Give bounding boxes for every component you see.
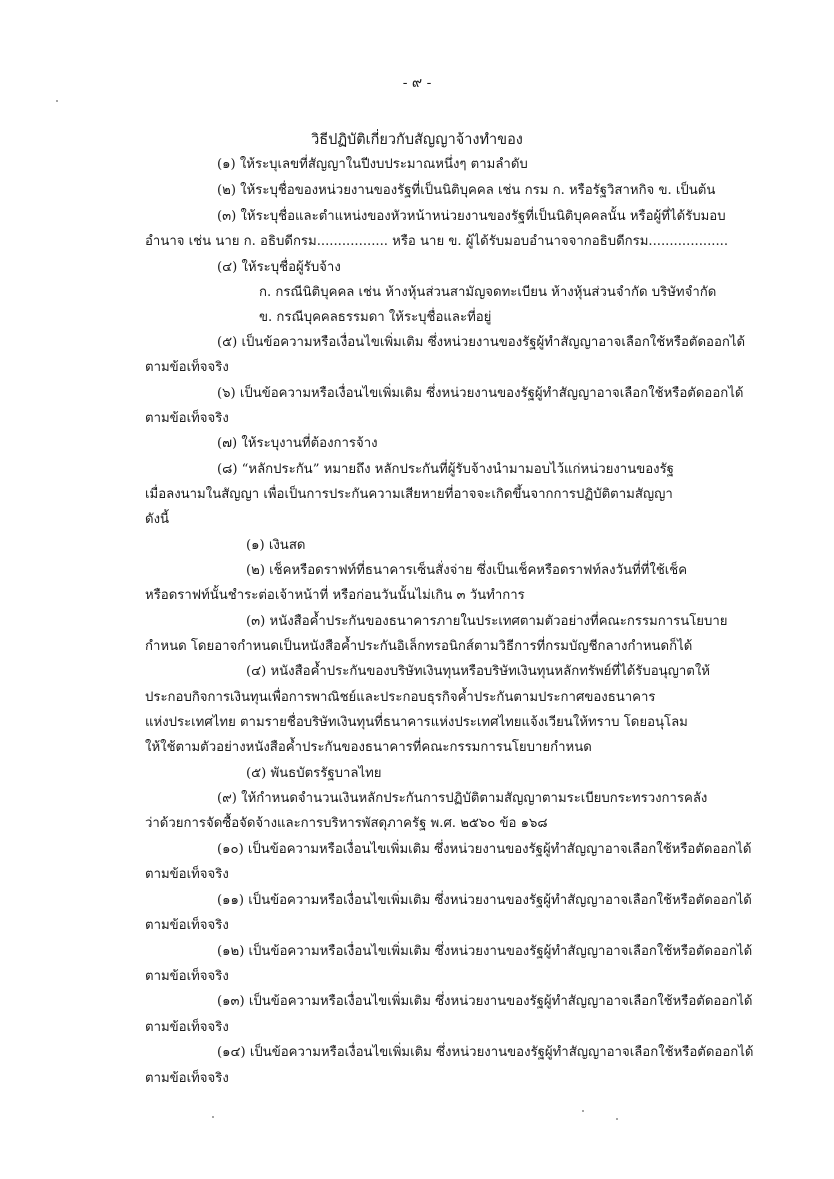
text-line: ประกอบกิจการเงินทุนเพื่อการพาณิชย์และประกอบธุรกิจค้ำประกันตามประกาศของธนาคาร [145,690,656,705]
text-line: ตามข้อเท็จจริง [145,360,229,375]
scan-speck [212,1116,214,1118]
text-line: ตามข้อเท็จจริง [145,867,229,882]
text-line: (๘) “หลักประกัน” หมายถึง หลักประกันที่ผู้รับจ้างนำมามอบไว้แก่หน่วยงานของรัฐ [217,462,674,477]
text-line: ดังนี้ [145,512,170,527]
text-line: ตามข้อเท็จจริง [145,411,229,426]
text-line: (๕) เป็นข้อความหรือเงื่อนไขเพิ่มเติม ซึ่งหน่วยงานของรัฐผู้ทำสัญญาอาจเลือกใช้หรือตัดออกได้ [217,335,746,350]
text-line: (๑) เงินสด [246,538,306,553]
text-line: ข. กรณีบุคคลธรรมดา ให้ระบุชื่อและที่อยู่ [259,310,492,325]
page-title: วิธีปฏิบัติเกี่ยวกับสัญญาจ้างทำของ [311,132,523,148]
text-line: ว่าด้วยการจัดซื้อจัดจ้างและการบริหารพัสดุภาครัฐ พ.ศ. ๒๕๖๐ ข้อ ๑๖๘ [145,816,548,831]
text-line: ก. กรณีนิติบุคคล เช่น ห้างหุ้นส่วนสามัญจดทะเบียน ห้างหุ้นส่วนจำกัด บริษัทจำกัด [259,285,717,300]
text-line: (๒) เช็คหรือดราฟท์ที่ธนาคารเซ็นสั่งจ่าย ซึ่งเป็นเช็คหรือดราฟท์ลงวันที่ที่ใช้เช็ค [246,563,688,578]
text-line: ตามข้อเท็จจริง [145,1020,229,1035]
text-line: (๑) ให้ระบุเลขที่สัญญาในปีงบประมาณหนึ่งๆ ตามลำดับ [217,157,528,172]
text-line: กำหนด โดยอาจกำหนดเป็นหนังสือค้ำประกันอิเล็กทรอนิกส์ตามวิธีการที่กรมบัญชีกลางกำหนดก็ได้ [145,639,693,654]
scan-speck [56,100,58,102]
text-line: (๔) หนังสือค้ำประกันของบริษัทเงินทุนหรือบริษัทเงินทุนหลักทรัพย์ที่ได้รับอนุญาตให้ [246,664,711,679]
text-line: (๗) ให้ระบุงานที่ต้องการจ้าง [217,436,378,451]
text-line: (๑๓) เป็นข้อความหรือเงื่อนไขเพิ่มเติม ซึ่งหน่วยงานของรัฐผู้ทำสัญญาอาจเลือกใช้หรือตัดออกได้ [217,994,753,1009]
text-line: (๕) พันธบัตรรัฐบาลไทย [246,766,382,781]
text-line: ตามข้อเท็จจริง [145,918,229,933]
text-line: ให้ใช้ตามตัวอย่างหนังสือค้ำประกันของธนาคารที่คณะกรรมการนโยบายกำหนด [145,740,592,755]
text-line: (๓) หนังสือค้ำประกันของธนาคารภายในประเทศตามตัวอย่างที่คณะกรรมการนโยบาย [246,614,728,629]
text-line: หรือดราฟท์นั้นชำระต่อเจ้าหน้าที่ หรือก่อนวันนั้นไม่เกิน ๓ วันทำการ [145,588,525,603]
scan-speck [582,1110,584,1112]
text-line: (๔) ให้ระบุชื่อผู้รับจ้าง [217,260,341,275]
text-line: (๑๔) เป็นข้อความหรือเงื่อนไขเพิ่มเติม ซึ่งหน่วยงานของรัฐผู้ทำสัญญาอาจเลือกใช้หรือตัดออกได้ [217,1045,754,1060]
text-line: ตามข้อเท็จจริง [145,969,229,984]
text-line: (๑๐) เป็นข้อความหรือเงื่อนไขเพิ่มเติม ซึ่งหน่วยงานของรัฐผู้ทำสัญญาอาจเลือกใช้หรือตัดออกได้ [217,842,752,857]
text-line: (๑๒) เป็นข้อความหรือเงื่อนไขเพิ่มเติม ซึ่งหน่วยงานของรัฐผู้ทำสัญญาอาจเลือกใช้หรือตัดออกได้ [217,944,753,959]
text-line: (๓) ให้ระบุชื่อและตำแหน่งของหัวหน้าหน่วยงานของรัฐที่เป็นนิติบุคคลนั้น หรือผู้ที่ได้รับมอบ [217,209,726,224]
text-line: แห่งประเทศไทย ตามรายชื่อบริษัทเงินทุนที่ธนาคารแห่งประเทศไทยแจ้งเวียนให้ทราบ โดยอนุโลม [145,715,688,730]
scan-speck [616,1118,618,1120]
text-line: (๖) เป็นข้อความหรือเงื่อนไขเพิ่มเติม ซึ่งหน่วยงานของรัฐผู้ทำสัญญาอาจเลือกใช้หรือตัดออกได้ [217,386,744,401]
text-line: ตามข้อเท็จจริง [145,1071,229,1086]
text-line: (๑๑) เป็นข้อความหรือเงื่อนไขเพิ่มเติม ซึ่งหน่วยงานของรัฐผู้ทำสัญญาอาจเลือกใช้หรือตัดออกได้ [217,893,752,908]
page-number: - ๙ - [402,75,432,91]
text-line: เมื่อลงนามในสัญญา เพื่อเป็นการประกันความเสียหายที่อาจจะเกิดขึ้นจากการปฏิบัติตามสัญญา [145,487,673,502]
text-line: (๙) ให้กำหนดจำนวนเงินหลักประกันการปฏิบัติตามสัญญาตามระเบียบกระทรวงการคลัง [217,791,708,806]
text-line: อำนาจ เช่น นาย ก. อธิบดีกรม................. หรือ นาย ข. ผู้ได้รับมอบอำนาจจากอธิบดีกรม................... [145,234,729,249]
text-line: (๒) ให้ระบุชื่อของหน่วยงานของรัฐที่เป็นนิติบุคคล เช่น กรม ก. หรือรัฐวิสาหกิจ ข. เป็นต้น [217,183,716,198]
